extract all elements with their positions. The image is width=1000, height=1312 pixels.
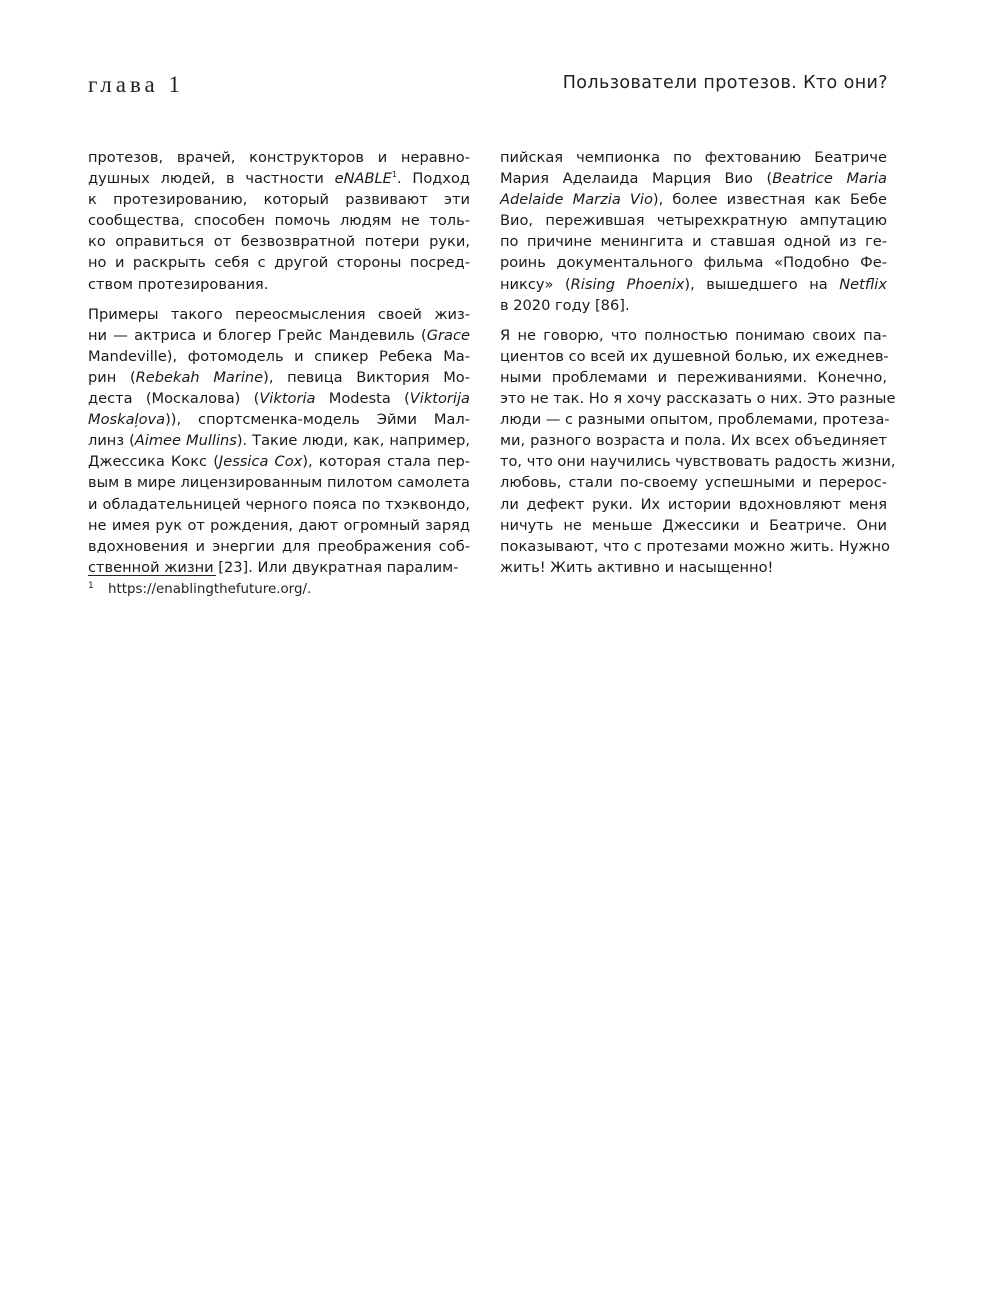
text-line: линз (Aimee Mullins). Такие люди, как, например, [88, 432, 470, 450]
text-line: жить! Жить активно и насыщенно! [500, 558, 774, 576]
text-line: вым в мире лицензированным пилотом самолета [88, 474, 470, 492]
right-column [500, 147, 896, 587]
footnote-link[interactable]: https://enablingthefuture.org/. [108, 582, 312, 597]
text-line: циентов со всей их душевной болью, их ежеднев- [500, 347, 889, 365]
italic-text: Adelaide Marzia Vio [500, 191, 653, 209]
text-line: душных людей, в частности eNABLE$^1$. Подход [88, 170, 470, 188]
italic-text: Moskaļova [88, 411, 166, 429]
paragraph [500, 147, 887, 316]
text-line: ничуть не меньше Джессики и Беатриче. Они [500, 516, 887, 534]
left-column [88, 147, 470, 587]
text-line: Adelaide Marzia Vio), более известная как Бебе [500, 191, 887, 209]
text-line: Вио, пережившая четырехкратную ампутацию [500, 212, 887, 230]
text-line: по причине менингита и ставшая одной из ге- [500, 233, 887, 251]
text-line: Mandeville), фотомодель и спикер Ребека Ма- [88, 347, 470, 365]
text-line: Я не говорю, что полностью понимаю своих па- [500, 326, 887, 344]
text-line: показывают, что с протезами можно жить. Нужно [500, 537, 890, 555]
text-line: люди — с разными опытом, проблемами, протеза- [500, 411, 890, 429]
text-line: к протезированию, который развивают эти [88, 191, 470, 209]
text-line: любовь, стали по-своему успешными и перерос- [500, 474, 887, 492]
text-line: пийская чемпионка по фехтованию Беатриче [500, 149, 887, 166]
text-line: но и раскрыть себя с другой стороны посред- [88, 254, 470, 272]
footnote: 1 https://enablingthefuture.org/. [88, 581, 312, 597]
text-line: Примеры такого переосмысления своей жиз- [88, 305, 470, 323]
text-line: не имея рук от рождения, дают огромный заряд [88, 516, 470, 534]
text-line: то, что они научились чувствовать радость жизни, [500, 453, 896, 471]
running-head-section-title: Пользователи протезов. Кто они? [562, 73, 888, 93]
text-line: и обладательницей черного пояса по тхэквондо, [88, 495, 470, 513]
text-line: вдохновения и энергии для преображения соб- [88, 537, 470, 555]
text-line: деста (Москалова) (Viktoria Modesta (Viktorija [88, 390, 470, 408]
italic-text: Jessica Cox [218, 453, 303, 471]
text-line: в 2020 году [86]. [500, 296, 630, 314]
text-line: никсу» (Rising Phoenix), вышедшего на Netflix [500, 275, 887, 293]
text-line: роинь документального фильма «Подобно Фе- [500, 254, 887, 272]
paragraph [88, 147, 470, 295]
text-line: ными проблемами и переживаниями. Конечно, [500, 368, 887, 386]
italic-text: Netflix [839, 275, 887, 293]
paragraph [500, 325, 896, 578]
text-line: ственной жизни [23]. Или двукратная паралим- [88, 558, 459, 576]
text-line: ко оправиться от безвозвратной потери руки, [88, 233, 470, 251]
italic-text: Grace [426, 326, 470, 344]
text-line: Moskaļova)), спортсменка-модель Эйми Мал- [88, 411, 470, 429]
text-line: сообщества, способен помочь людям не толь- [88, 212, 470, 230]
text-line: Джессика Кокс (Jessica Cox), которая стала пер- [88, 453, 470, 471]
italic-text: eNABLE [334, 170, 392, 188]
italic-text: Rising Phoenix [570, 275, 685, 293]
footnote-reference[interactable]: 1 [391, 170, 397, 180]
text-line: ми, разного возраста и пола. Их всех объединяет [500, 432, 887, 450]
italic-text: Aimee Mullins [134, 432, 237, 450]
italic-text: Beatrice Maria [772, 170, 887, 188]
text-line: ли дефект руки. Их истории вдохновляют меня [500, 495, 887, 513]
italic-text: Rebekah Marine [135, 368, 264, 386]
text-line: протезов, врачей, конструкторов и неравно- [88, 149, 470, 166]
italic-text: Viktorija [409, 390, 470, 408]
paragraph [88, 304, 470, 578]
text-line: Мария Аделаида Марция Вио (Beatrice Maria [500, 170, 887, 188]
text-line: ни — актриса и блогер Грейс Мандевиль (Grace [88, 326, 470, 344]
footnote-separator [88, 575, 216, 576]
text-line: это не так. Но я хочу рассказать о них. Это разные [500, 390, 896, 408]
running-head-chapter: глава 1 [88, 72, 184, 97]
text-line: ством протезирования. [88, 275, 269, 293]
text-line: рин (Rebekah Marine), певица Виктория Мо- [88, 368, 470, 386]
italic-text: Viktoria [259, 390, 316, 408]
